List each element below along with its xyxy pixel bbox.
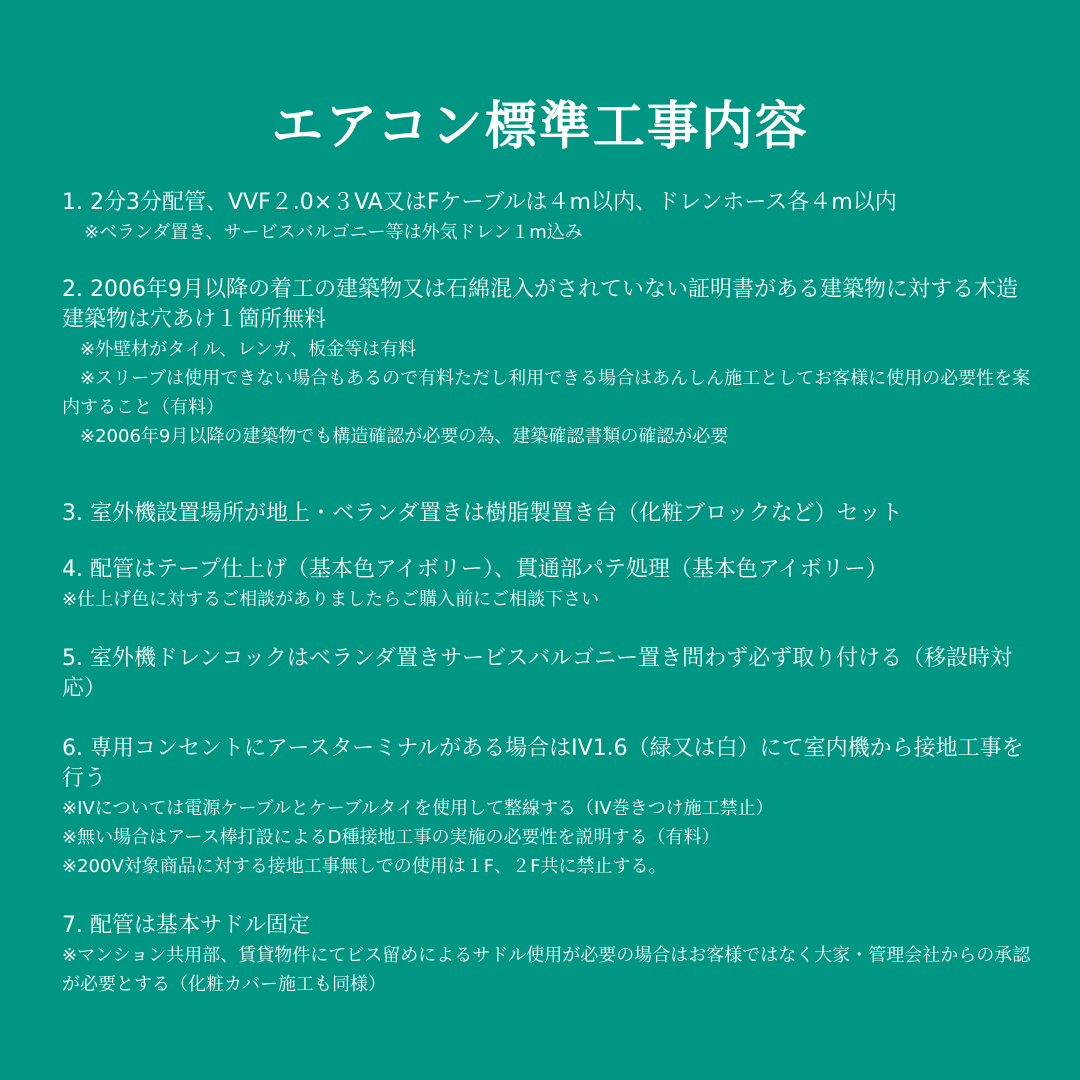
item-4-note-1: ※仕上げ色に対するご相談がありましたらご購入前にご相談下さい (62, 589, 600, 610)
item-2-note-1: ※外壁材がタイル、レンガ、板金等は有料 (80, 339, 417, 360)
list-item-6 (62, 734, 1032, 881)
list-item-3 (62, 499, 1032, 529)
list-item-1 (62, 188, 1032, 247)
list-item-4 (62, 555, 1032, 614)
list-item-5 (62, 644, 1032, 704)
item-1-text: 1. 2分3分配管、VVF２.0×３VA又はFケーブルは４m以内、ドレンホース各４m以内 (62, 190, 897, 215)
item-6-note-1: ※IVについては電源ケーブルとケーブルタイを使用して整線する（IV巻きつけ施工禁止） (62, 798, 774, 819)
item-3-text: 3. 室外機設置場所が地上・ベランダ置きは樹脂製置き台（化粧ブロックなど）セット (62, 501, 903, 526)
list-item-7 (62, 911, 1032, 999)
item-7-note-1: ※マンション共用部、賃貸物件にてビス留めによるサドル使用が必要の場合はお客様ではなく大家・管理会社からの承認が必要とする（化粧カバー施工も同様） (62, 945, 1031, 995)
item-5-text: 5. 室外機ドレンコックはベランダ置きサービスバルゴニー置き問わず必ず取り付ける（移設時対応） (62, 646, 1013, 701)
item-6-text: 6. 専用コンセントにアースターミナルがある場合はIV1.6（緑又は白）にて室内機から接地工事を行う (62, 736, 1024, 791)
list-item-2 (62, 275, 1032, 451)
item-6-note-2: ※無い場合はアース棒打設によるD種接地工事の実施の必要性を説明する（有料） (62, 827, 720, 848)
item-2-text: 2. 2006年9月以降の着工の建築物又は石綿混入がされていない証明書がある建築物に対する木造建築物は穴あけ１箇所無料 (62, 277, 1018, 332)
work-content-list (62, 188, 1032, 999)
item-2-note-2: ※スリーブは使用できない場合もあるので有料ただし利用できる場合はあんしん施工としてお客様に使用の必要性を案内すること（有料） (62, 368, 1031, 418)
page-title: エアコン標準工事内容 (271, 96, 809, 157)
item-4-text: 4. 配管はテープ仕上げ（基本色アイボリー）、貫通部パテ処理（基本色アイボリー） (62, 557, 888, 582)
item-7-text: 7. 配管は基本サドル固定 (62, 913, 310, 938)
item-1-note-1: ※ベランダ置き、サービスバルゴニー等は外気ドレン１m込み (84, 222, 583, 243)
item-6-note-3: ※200V対象商品に対する接地工事無しでの使用は１F、２F共に禁止する。 (62, 856, 667, 877)
item-2-note-3: ※2006年9月以降の建築物でも構造確認が必要の為、建築確認書類の確認が必要 (80, 426, 729, 447)
